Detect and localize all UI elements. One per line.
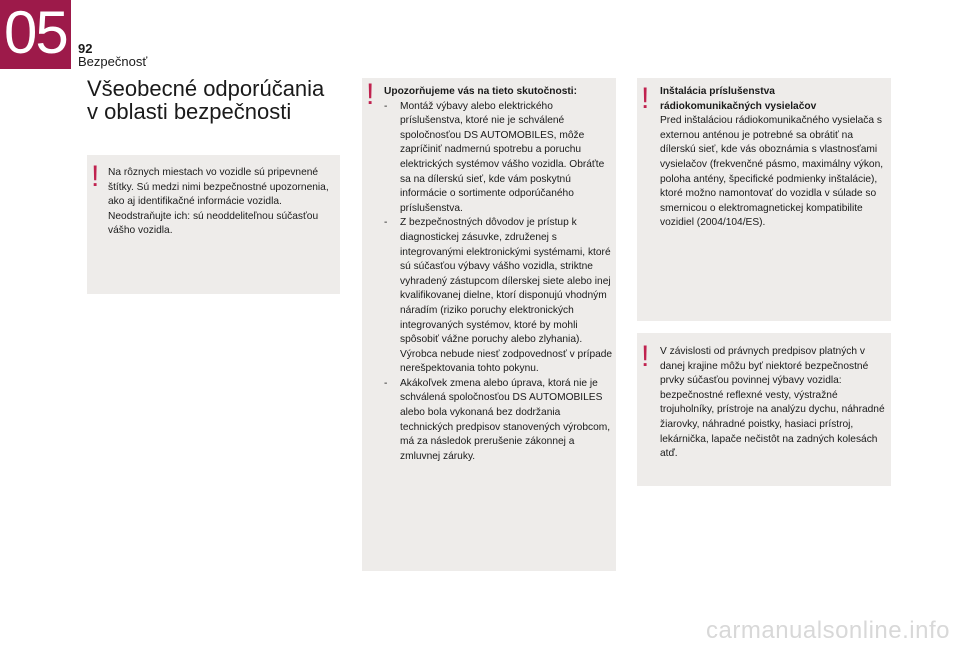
notice-transmitters-heading-1: Inštalácia príslušenstva [660,86,775,97]
list-item-text: Z bezpečnostných dôvodov je prístup k diagnostickej zásuvke, združenej s integrovanými elektronickými systémami, ktoré sú súčasťou výbavy vášho vozidla, striktne vyhradený zástupcom dílerskej siete alebo inej kvalifikovanej dielne, ktorí disponujú vhodným náradím (riziko poruchy elektronických integrovaných systémov, ktoré by mohli spôsobiť vážne poruchy alebo zlyhania). Výrobca nebude niesť zodpovednosť v prípade nerešpektovania tohto pokynu. [400,217,613,375]
list-item [384,100,613,217]
warning-icon: ! [91,160,100,193]
notice-accessories-content [384,85,613,464]
page-title [87,77,324,123]
list-item [384,216,613,377]
chapter-tab [0,0,71,69]
warning-icon: ! [641,82,650,115]
title-line-2: v oblasti bezpečnosti [87,99,292,124]
watermark: carmanualsonline.info [706,617,950,644]
chapter-number: 05 [4,0,67,66]
notice-transmitters-heading-2: rádiokomunikačných vysielačov [660,100,817,112]
dash-bullet: - [384,377,388,389]
list-item-text: Akákoľvek zmena alebo úprava, ktorá nie je schválená spoločnosťou DS AUTOMOBILES alebo bola vykonaná bez dodržania technických predpisov stanovených výrobcom, má za následok prerušenie zákonnej a zmluvnej záruky. [400,377,611,462]
notice-accessories-list [384,100,613,465]
warning-icon: ! [641,340,650,373]
page-number: 92 [78,41,93,56]
title-line-1: Všeobecné odporúčania [87,76,325,101]
notice-transmitters-text: Pred inštaláciou rádiokomunikačného vysielača s externou anténou je potrebné sa obrátiť na dílerskú sieť, kde vás oboznámia s vlastnosťami vysielačov (frekvenčné pásmo, maximálny výkon, poloha antény, špecifické podmienky inštalácie), ktoré možno namontovať do vozidla v súlade so smernicou o elektromagnetickej kompatibilite vozidiel (2004/104/ES). [660,115,884,229]
notice-mandatory-equipment-text: V závislosti od právnych predpisov platných v danej krajine môžu byť niektoré bezpečnostné prvky súčasťou povinnej výbavy vozidla: bezpečnostné reflexné vesty, výstražné trojuholníky, prístroje na analýzu dychu, náhradné žiarovky, náhradné poistky, hasiaci prístroj, lekárnička, lapače nečistôt na zadných kolesách atď. [660,346,885,460]
warning-icon: ! [366,78,375,111]
notice-transmitters-content [660,85,888,231]
list-item-text: Montáž výbavy alebo elektrického príslušenstva, ktoré nie je schválené spoločnosťou DS AUTOMOBILES, môže zapríčiniť nadmernú spotrebu a poruchu elektrických systémov vášho vozidla. Obráťte sa na dílerskú sieť, kde vám poskytnú informácie o sortimente odporúčaného príslušenstva. [400,100,605,214]
section-name: Bezpečnosť [78,54,148,69]
notice-accessories-heading: Upozorňujeme vás na tieto skutočnosti: [384,86,578,97]
notice-labels-text: Na rôznych miestach vo vozidle sú pripevnené štítky. Sú medzi nimi bezpečnostné upozornenia, ako aj identifikačné informácie vozidla. Neodstraňujte ich: sú neoddeliteľnou súčasťou vášho vozidla. [108,167,329,237]
dash-bullet: - [384,100,388,112]
list-item [384,377,613,465]
dash-bullet: - [384,217,388,229]
